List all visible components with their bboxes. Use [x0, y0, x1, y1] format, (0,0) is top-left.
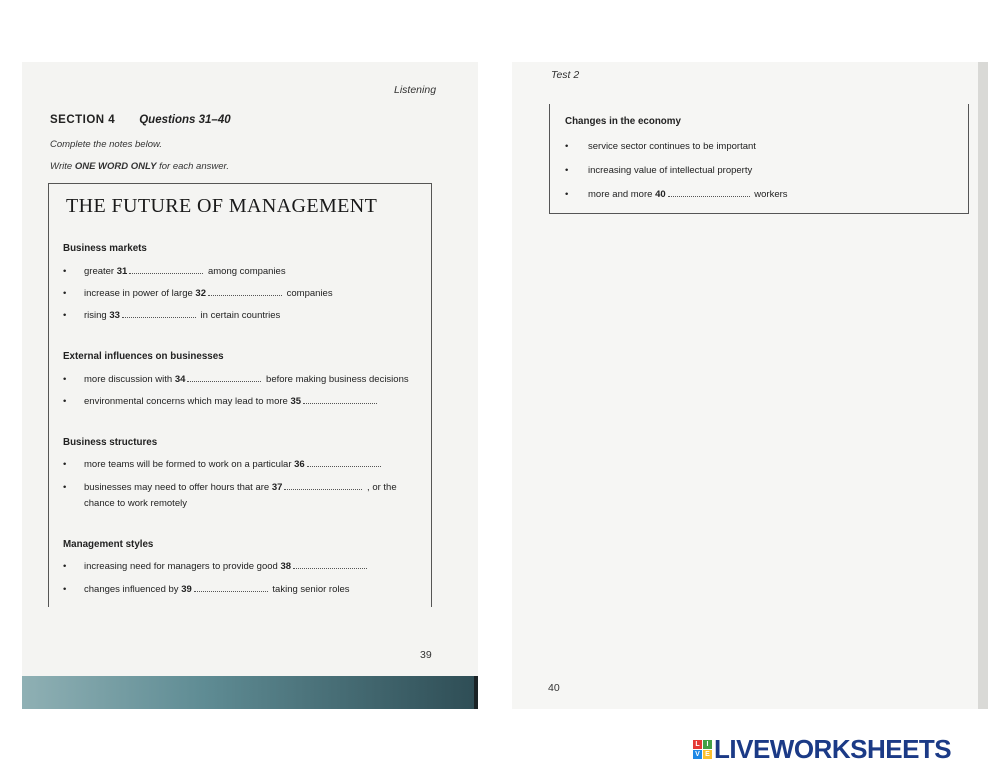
left-page-scan-edge — [22, 676, 474, 709]
heading-business-markets: Business markets — [63, 243, 147, 254]
answer-gap-33[interactable] — [122, 310, 196, 318]
liveworksheets-icon — [693, 740, 712, 759]
running-head-listening: Listening — [394, 84, 437, 96]
answer-gap-36[interactable] — [307, 459, 381, 467]
answer-gap-38[interactable] — [293, 561, 367, 569]
question-range: Questions 31–40 — [139, 114, 231, 126]
note-item-37-continued: chance to work remotely — [84, 498, 187, 509]
answer-gap-37[interactable] — [284, 482, 362, 490]
section-heading — [50, 114, 231, 126]
answer-gap-40[interactable] — [668, 189, 750, 197]
page-number-39: 39 — [420, 649, 432, 661]
liveworksheets-wordmark: LIVEWORKSHEETS — [714, 733, 952, 764]
heading-management-styles: Management styles — [63, 539, 154, 550]
logo-cell-i: I — [703, 740, 712, 749]
liveworksheets-logo[interactable] — [693, 735, 951, 763]
heading-external-influences: External influences on businesses — [63, 351, 224, 362]
answer-gap-31[interactable] — [129, 266, 203, 274]
notes-title: THE FUTURE OF MANAGEMENT — [66, 195, 378, 217]
running-head-test: Test 2 — [551, 69, 580, 81]
answer-gap-34[interactable] — [187, 374, 261, 382]
instruction-complete: Complete the notes below. — [50, 139, 162, 150]
logo-cell-v: V — [693, 750, 702, 759]
heading-changes-economy: Changes in the economy — [565, 116, 681, 127]
answer-gap-39[interactable] — [194, 584, 268, 592]
section-label: SECTION 4 — [50, 114, 116, 126]
answer-gap-35[interactable] — [303, 396, 377, 404]
right-page-edge — [978, 62, 988, 709]
logo-cell-e: E — [703, 750, 712, 759]
page-number-40: 40 — [548, 682, 560, 694]
logo-cell-l: L — [693, 740, 702, 749]
heading-business-structures: Business structures — [63, 437, 158, 448]
instruction-word-limit: Write ONE WORD ONLY for each answer. — [50, 161, 229, 172]
left-page-border — [474, 676, 478, 709]
answer-gap-32[interactable] — [208, 288, 282, 296]
